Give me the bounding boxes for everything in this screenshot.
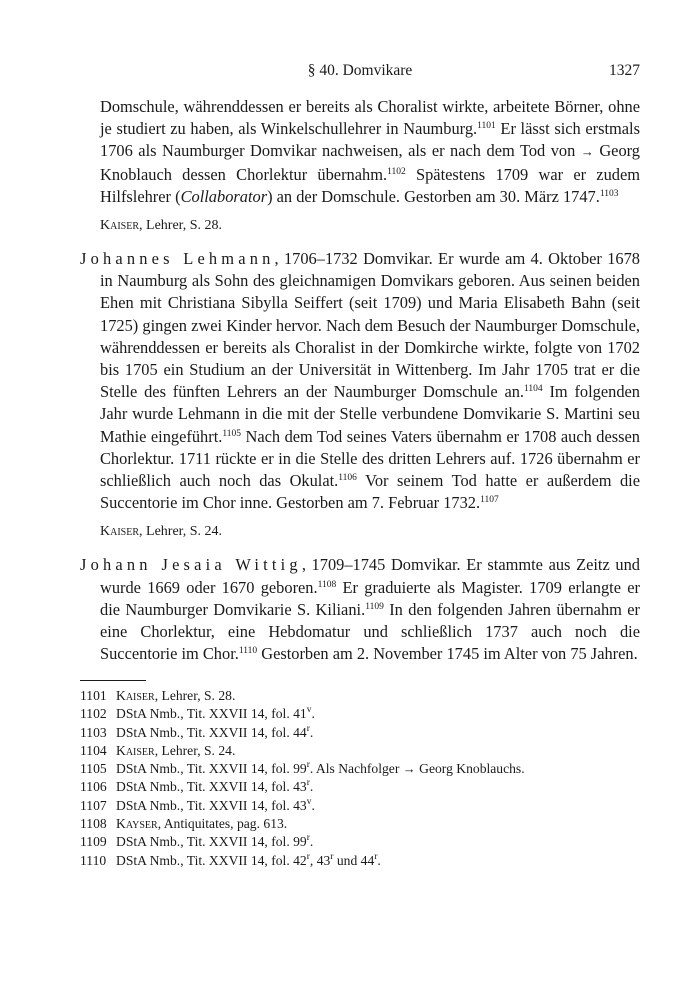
- footnote-ref[interactable]: 1110: [238, 646, 258, 657]
- section-title: § 40. Domvikare: [307, 62, 413, 79]
- footnote-text: .: [309, 779, 314, 795]
- entry-wittig: [80, 554, 640, 665]
- footnote-1109: [80, 833, 640, 851]
- footnote-number: 1103: [80, 724, 107, 740]
- folio-side: r: [306, 723, 310, 734]
- text-run: , 1709–1745 Domvikar. Er stammte aus Zeitz und wurde 1669 oder 1670 geboren.: [100, 555, 640, 597]
- text-run: Georg Knoblauch dessen Chorlektur übernahm.: [100, 141, 641, 184]
- page-body: [80, 96, 640, 665]
- text-run: Spätestens 1709 war er zudem Hilfslehrer (: [100, 164, 640, 206]
- footnote-number: 1106: [80, 779, 107, 795]
- source-citation: [100, 216, 640, 236]
- footnote-1105: [80, 760, 640, 778]
- entry-boerner-continuation: [100, 96, 640, 208]
- footnote-1104: [80, 742, 640, 760]
- footnote-ref[interactable]: 1109: [365, 601, 384, 612]
- footnote-ref[interactable]: 1106: [338, 473, 357, 484]
- footnote-number: 1105: [80, 761, 107, 777]
- footnote-text: .: [377, 852, 381, 868]
- cross-reference-arrow-icon: →: [402, 761, 416, 777]
- footnote-1106: [80, 778, 640, 796]
- footnote-divider: [80, 680, 146, 681]
- footnote-text: .: [311, 706, 315, 722]
- text-run: ) an der Domschule. Gestorben am 30. März 1747.: [267, 186, 600, 206]
- text-run: Er lässt sich erstmals 1706 als Naumburger Domvikar nachweisen, als er nach dem Tod von: [100, 119, 640, 161]
- text-run: Gestorben am 2. November 1745 im Alter von 75 Jahren.: [257, 644, 638, 664]
- footnote-text: DStA Nmb., Tit. XXVII 14, fol. 43: [116, 797, 307, 813]
- footnote-ref[interactable]: 1102: [387, 166, 406, 177]
- person-name: Johann Jesaia Wittig: [80, 555, 302, 575]
- footnote-text: und 44: [333, 852, 375, 868]
- folio-side: r: [306, 778, 310, 789]
- folio-side: r: [330, 851, 334, 862]
- footnote-text: . Als Nachfolger: [309, 761, 403, 777]
- footnote-text: , Antiquitates, pag. 613.: [157, 816, 288, 832]
- text-run: Domschule, währenddessen er bereits als Choralist wirkte, arbeitete Börner, ohne je studiert zu haben, als Winkelschullehrer in Naumburg.: [100, 97, 640, 139]
- running-head: [80, 62, 640, 84]
- citation-rest: , Lehrer, S. 28.: [139, 218, 223, 234]
- source-citation: [100, 522, 640, 542]
- footnote-1102: [80, 705, 640, 723]
- footnote-number: 1109: [80, 834, 107, 850]
- footnote-text: DStA Nmb., Tit. XXVII 14, fol. 42: [116, 852, 307, 868]
- citation-author: Kayser: [116, 816, 158, 832]
- footnote-text: Georg Knoblauchs.: [415, 761, 525, 777]
- footnote-1107: [80, 797, 640, 815]
- footnote-text: .: [311, 797, 315, 813]
- text-run: Nach dem Tod seines Vaters übernahm er 1708 auch dessen Chorlektur. 1711 rückte er in die Stelle des dritten Lehrers auf. 1726 übernahm er schließlich auch noch das Okulat.: [100, 426, 641, 491]
- folio-side: r: [306, 851, 310, 862]
- footnote-ref[interactable]: 1103: [599, 188, 619, 199]
- footnote-number: 1107: [80, 797, 107, 813]
- footnote-ref[interactable]: 1101: [477, 121, 496, 132]
- folio-side: r: [306, 833, 310, 844]
- page-number: 1327: [609, 62, 640, 79]
- footnote-ref[interactable]: 1105: [222, 428, 242, 439]
- folio-side: r: [374, 851, 378, 862]
- footnote-text: DStA Nmb., Tit. XXVII 14, fol. 41: [116, 706, 307, 722]
- footnote-ref[interactable]: 1108: [317, 579, 337, 590]
- person-name: Johannes Lehmann: [80, 249, 275, 269]
- footnote-number: 1102: [80, 706, 107, 722]
- citation-rest: , Lehrer, S. 24.: [139, 524, 223, 540]
- footnote-text: , 43: [309, 852, 331, 868]
- footnote-text: .: [309, 834, 314, 850]
- footnote-number: 1104: [80, 742, 107, 758]
- text-run: Er graduierte als Magister. 1709 erlangte er die Naumburger Domvikarie S. Kiliani.: [100, 577, 640, 619]
- text-run: Vor seinem Tod hatte er außerdem die Succentorie im Chor inne. Gestorben am 7. Februar 1732.: [100, 471, 640, 513]
- footnote-ref[interactable]: 1107: [480, 495, 499, 506]
- text-run: In den folgenden Jahren übernahm er eine Chorlektur, eine Hebdomatur und schließlich 1737 auch noch die Succentorie im Chor.: [100, 599, 640, 664]
- footnote-text: DStA Nmb., Tit. XXVII 14, fol. 99: [116, 834, 307, 850]
- footnote-1110: [80, 852, 640, 870]
- footnote-text: .: [309, 724, 314, 740]
- footnote-text: , Lehrer, S. 24.: [154, 742, 236, 758]
- footnote-1108: [80, 815, 640, 833]
- footnote-ref[interactable]: 1104: [524, 384, 543, 395]
- citation-author: Kaiser: [100, 524, 140, 540]
- folio-side: r: [306, 760, 310, 771]
- text-italic: Collaborator: [180, 186, 268, 206]
- citation-author: Kaiser: [116, 742, 155, 758]
- footnote-number: 1110: [80, 852, 107, 868]
- footnote-number: 1108: [80, 816, 107, 832]
- cross-reference-arrow-icon: →: [580, 144, 594, 160]
- citation-author: Kaiser: [116, 688, 155, 703]
- footnotes: [80, 687, 640, 870]
- footnote-text: DStA Nmb., Tit. XXVII 14, fol. 43: [116, 779, 307, 795]
- footnote-1103: [80, 724, 640, 742]
- footnote-text: , Lehrer, S. 28.: [154, 688, 236, 703]
- footnote-text: DStA Nmb., Tit. XXVII 14, fol. 44: [116, 724, 307, 740]
- footnote-number: 1101: [80, 688, 107, 703]
- folio-side: v: [306, 796, 312, 807]
- folio-side: v: [306, 705, 312, 716]
- text-run: Im folgenden Jahr wurde Lehmann in die mit der Stelle verbundene Domvikarie S. Martini seu Mathie eingeführt.: [100, 382, 640, 446]
- entry-lehmann: [80, 248, 641, 514]
- text-run: , 1706–1732 Domvikar. Er wurde am 4. Oktober 1678 in Naumburg als Sohn des gleichnamigen Domvikars geboren. Aus seinen beiden Ehen mit Christiana Sibylla Seiffert (seit 1709) und Maria Elisabeth Bahn (seit 1725) gingen zwei Kinder hervor. Nach dem Besuch der Naumburger Domschule, währenddessen er bereits als Choralist in der Domkirche wirkte, folgte von 1702 bis 1705 ein Studium an der Universität in Wittenberg. Im Jahr 1705 trat er die Stelle des fünften Lehrers an der Naumburger Domschule an.: [100, 249, 640, 402]
- footnote-1101: [80, 687, 640, 705]
- citation-author: Kaiser: [100, 218, 140, 234]
- footnote-text: DStA Nmb., Tit. XXVII 14, fol. 99: [116, 761, 307, 777]
